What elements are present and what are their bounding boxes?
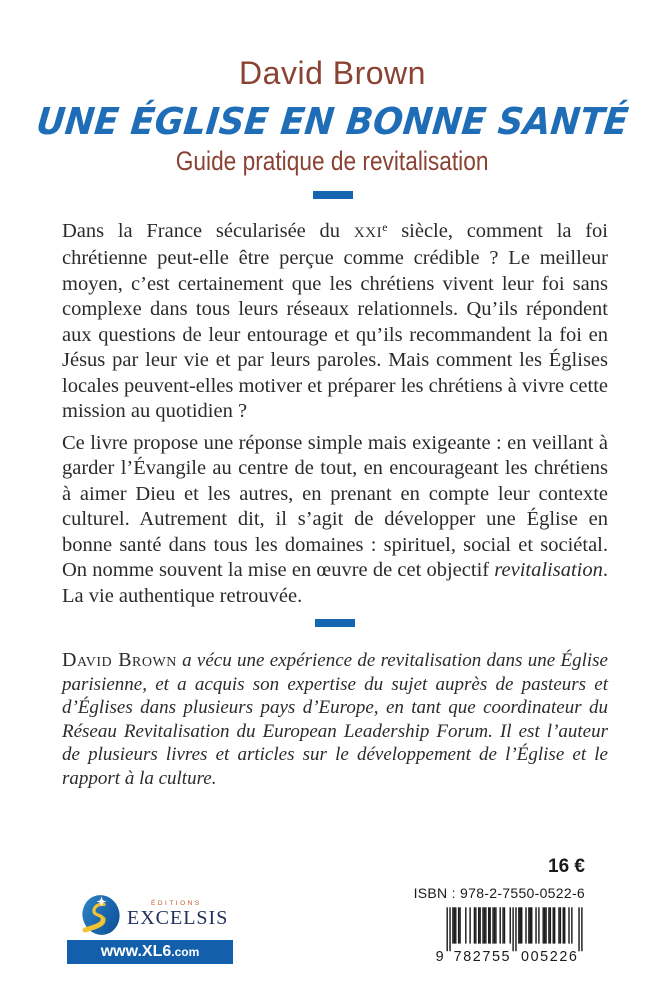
website-bar [67,940,233,964]
p1-text-before: Dans la France sécularisée du [62,219,354,242]
author-name: David Brown [239,55,426,91]
divider-bar-top [313,191,353,199]
bio-author-name: David Brown [62,649,177,672]
author-bio [0,627,665,790]
p2-italic-term: revitalisation [494,559,603,582]
editions-label: ÉDITIONS [151,900,202,908]
barcode-digits: 782755 [453,948,510,964]
publisher-name: EXCELSIS [127,906,229,929]
excelsis-ellipse-icon [81,894,121,936]
p2-text-before: Ce livre propose une réponse simple mais exigeante : en veillant à garder l’Évangile au centre de tout, en encourageant les chrétiens à aimer Dieu et les autres, en prenant en compte leur contexte culturel. Autrement dit, il s’agit de développer une Église en bonne santé dans tous les domaines : spirituel, social et sociétal. On nomme souvent la mise en œuvre de cet objectif [62,431,608,582]
website-label: www.XL6 [100,943,172,960]
bio-text: a vécu une expérience de revitalisation dans une Église parisienne, et a acquis son expertise du sujet auprès de pasteurs et d’Églises dans plusieurs pays d’Europe, en tant que coordinateur du Réseau Revitalisation du European Leadership Forum. Il est l’auteur de plusieurs livres et articles sur le développement de l’Église et le rapport à la culture. [62,650,608,789]
book-subtitle: Guide pratique de revitalisation [176,145,489,176]
divider-bar-bottom [315,619,355,627]
p1-text-after: siècle, comment la foi chrétienne peut-elle être perçue comme crédible ? Le meilleur moyen, c’est certainement que les chrétiens vivent leur foi sans complexe dans tous leurs réseaux relationnels. Qu’ils répondent aux questions de leur entourage et qu’ils recommandent la foi en Jésus par leur vie et par leurs paroles. Mais comment les Églises locales peuvent-elles motiver et préparer les chrétiens à vivre cette mission au quotidien ? [62,219,608,423]
p1-century-superscript: e [382,220,388,235]
synopsis [0,199,665,628]
website-suffix: .com [171,945,200,959]
synopsis-paragraph-1 [62,219,608,425]
book-title: UNE ÉGLISE EN BONNE SANTÉ [34,100,631,144]
barcode-digits: 005226 [520,948,577,964]
p2-text-after: . La vie authentique retrouvée. [62,559,608,607]
publisher-logo [67,892,233,964]
price-label: 16 € [548,856,585,877]
synopsis-paragraph-2 [62,431,608,610]
barcode [435,906,585,964]
cover-header [0,0,665,199]
barcode-digits: 9 [435,948,444,964]
p1-century-numerals: XXI [353,223,383,241]
isbn-label: ISBN : 978-2-7550-0522-6 [413,885,585,901]
